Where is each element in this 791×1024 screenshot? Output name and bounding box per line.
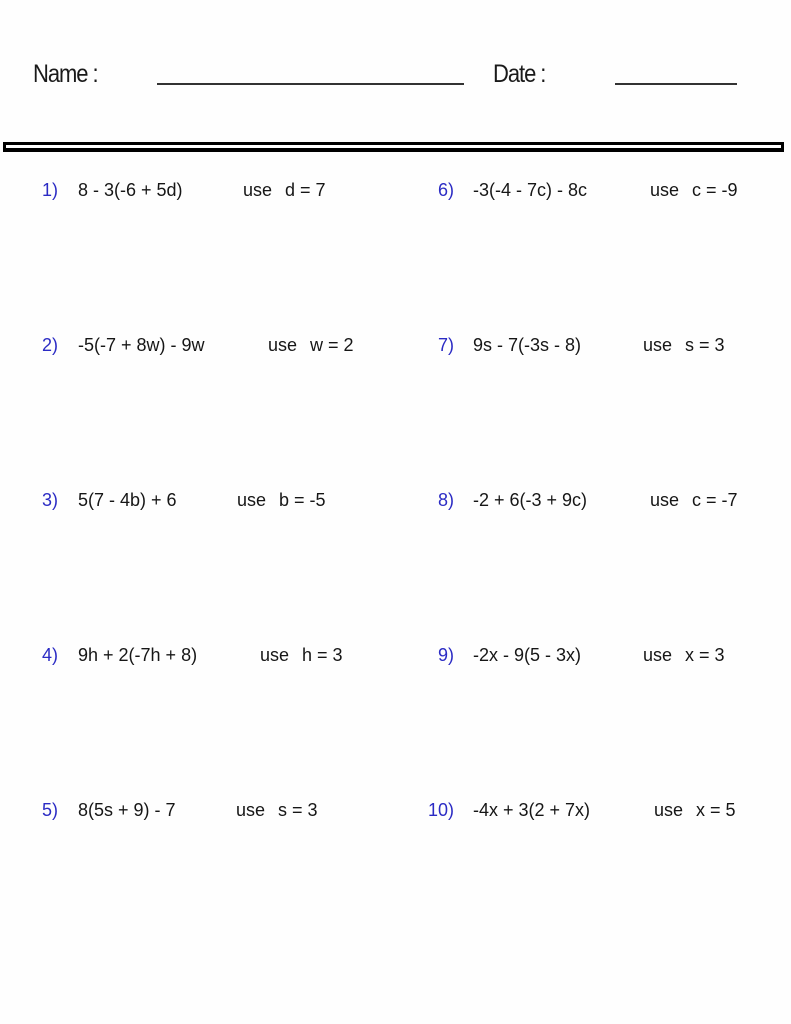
use-label: use [268, 335, 298, 355]
header-divider [3, 142, 784, 152]
problem-10 [0, 798, 791, 822]
variable-value: s = 3 [278, 800, 318, 820]
use-label: use [237, 490, 267, 510]
use-label: use [260, 645, 290, 665]
problem-number: 10) [427, 800, 454, 820]
problem-number: 7) [437, 335, 454, 355]
problem-number: 9) [437, 645, 454, 665]
variable-value: s = 3 [685, 335, 725, 355]
variable-value: w = 2 [310, 335, 354, 355]
problem-number: 8) [437, 490, 454, 510]
variable-value: h = 3 [302, 645, 343, 665]
variable-value: x = 3 [685, 645, 725, 665]
variable-value: d = 7 [285, 180, 326, 200]
problem-expression: -5(-7 + 8w) - 9w [78, 335, 205, 355]
problem-number: 2) [41, 335, 58, 355]
use-label: use [243, 180, 273, 200]
problem-expression: -2 + 6(-3 + 9c) [473, 490, 588, 510]
problem-expression: -4x + 3(2 + 7x) [473, 800, 591, 820]
variable-value: c = -7 [692, 490, 738, 510]
use-label: use [643, 645, 673, 665]
name-label: Name : [33, 60, 98, 88]
problem-substitution [650, 488, 738, 512]
date-blank-field[interactable] [615, 83, 737, 85]
problem-substitution [654, 798, 736, 822]
problem-number: 3) [41, 490, 58, 510]
problem-number: 1) [41, 180, 58, 200]
problem-7 [0, 333, 791, 357]
use-label: use [650, 180, 680, 200]
problem-expression: 8(5s + 9) - 7 [78, 800, 176, 820]
variable-value: c = -9 [692, 180, 738, 200]
name-blank-field[interactable] [157, 83, 464, 85]
problem-expression: 8 - 3(-6 + 5d) [78, 180, 183, 200]
problem-expression: -3(-4 - 7c) - 8c [473, 180, 588, 200]
use-label: use [236, 800, 266, 820]
date-label: Date : [493, 60, 546, 88]
problem-substitution [643, 333, 725, 357]
problem-expression: 9s - 7(-3s - 8) [473, 335, 582, 355]
problem-substitution [643, 643, 725, 667]
problem-expression: 9h + 2(-7h + 8) [78, 645, 198, 665]
use-label: use [654, 800, 684, 820]
problem-substitution [650, 178, 738, 202]
problem-number: 4) [41, 645, 58, 665]
use-label: use [643, 335, 673, 355]
use-label: use [650, 490, 680, 510]
problem-8 [0, 488, 791, 512]
problem-expression: -2x - 9(5 - 3x) [473, 645, 582, 665]
variable-value: b = -5 [279, 490, 326, 510]
variable-value: x = 5 [696, 800, 736, 820]
problem-number: 6) [437, 180, 454, 200]
problem-6 [0, 178, 791, 202]
problem-expression: 5(7 - 4b) + 6 [78, 490, 177, 510]
problem-number: 5) [41, 800, 58, 820]
problem-9 [0, 643, 791, 667]
